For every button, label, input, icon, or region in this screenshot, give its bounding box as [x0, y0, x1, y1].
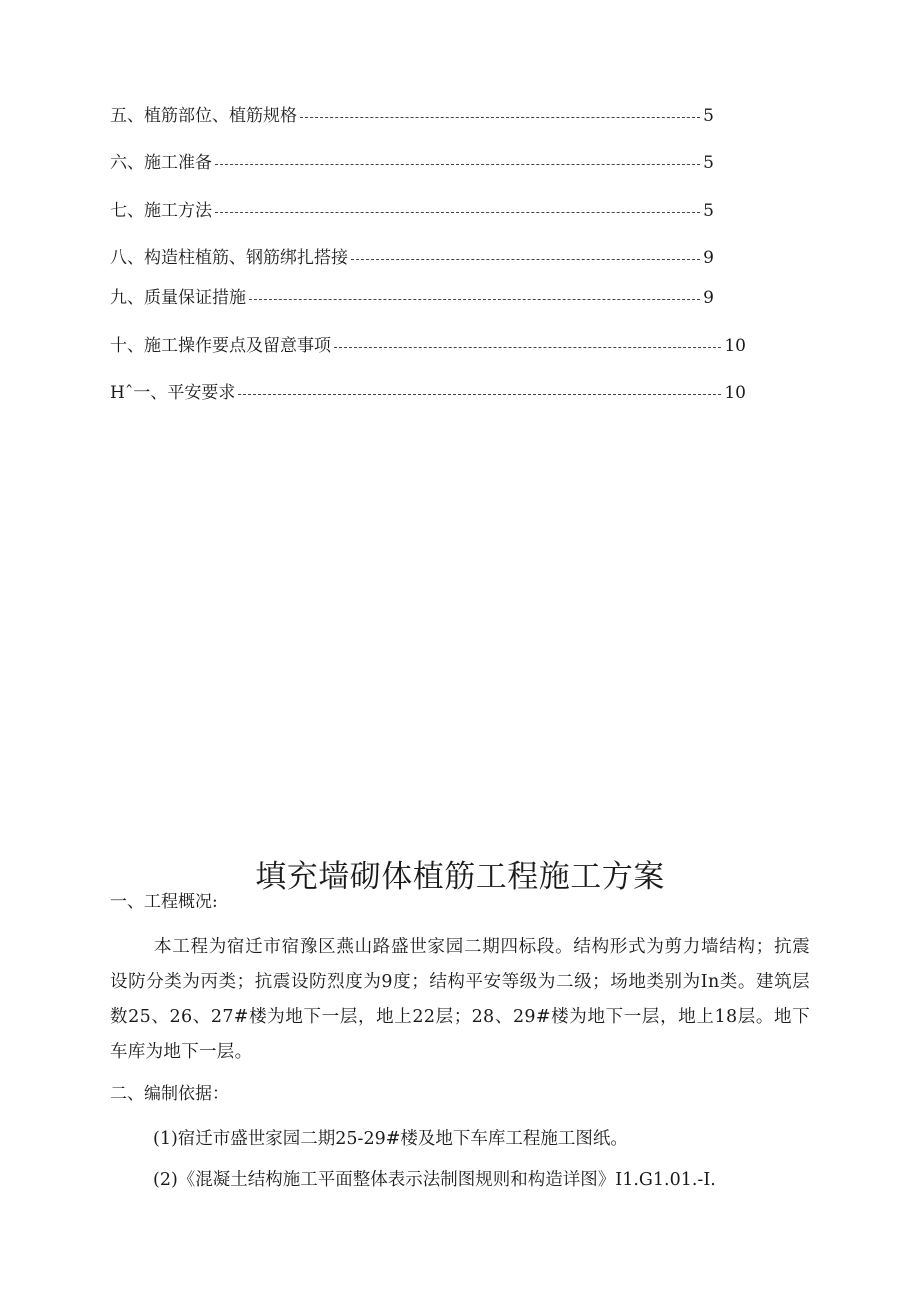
basis-item: (2)《混凝土结构施工平面整体表示法制图规则和构造详图》I1.G1.01.-I. [153, 1170, 716, 1190]
toc-leader-dots [215, 164, 700, 165]
toc-entry-page: 5 [703, 153, 714, 173]
toc-leader-dots [249, 299, 700, 300]
toc-entry-page: 5 [703, 106, 714, 126]
toc-entry-label: 十、施工操作要点及留意事项 [110, 336, 331, 356]
document-title: 填充墙砌体植筋工程施工方案 [255, 858, 665, 895]
toc-entry-page: 5 [703, 201, 714, 221]
toc-entry-label: Hˆ一、平安要求 [110, 383, 236, 403]
section-heading-overview: 一、工程概况: [110, 892, 218, 912]
toc-entry-label: 六、施工准备 [110, 153, 212, 173]
toc-entry[interactable] [110, 199, 714, 223]
basis-item: (1)宿迁市盛世家园二期25-29#楼及地下车库工程施工图纸。 [153, 1129, 628, 1149]
toc-entry[interactable] [110, 104, 714, 128]
toc-entry-label: 九、质量保证措施 [110, 288, 246, 308]
toc-entry[interactable] [110, 286, 714, 310]
toc-entry-label: 八、构造柱植筋、钢筋绑扎搭接 [110, 248, 348, 268]
toc-entry[interactable] [110, 381, 746, 405]
toc-entry-page: 9 [703, 248, 714, 268]
toc-leader-dots [215, 212, 700, 213]
toc-entry-page: 10 [724, 383, 746, 403]
toc-leader-dots [351, 259, 700, 260]
toc-entry-label: 七、施工方法 [110, 201, 212, 221]
section-heading-basis: 二、编制依据： [110, 1084, 229, 1104]
overview-paragraph: 本工程为宿迁市宿豫区燕山路盛世家园二期四标段。结构形式为剪力墙结构；抗震设防分类为丙类；抗震设防烈度为9度；结构平安等级为二级；场地类别为In类。建筑层数25、26、27#楼为地下一层，地上22层；28、29#楼为地下一层，地上18层。地下车库为地下一层。 [110, 937, 810, 1062]
toc-entry-page: 10 [724, 336, 746, 356]
toc-entry[interactable] [110, 246, 714, 270]
toc-entry[interactable] [110, 151, 714, 175]
toc-leader-dots [334, 347, 721, 348]
toc-entry[interactable] [110, 334, 746, 358]
toc-entry-page: 9 [703, 288, 714, 308]
toc-leader-dots [238, 394, 721, 395]
toc-leader-dots [300, 117, 700, 118]
toc-entry-label: 五、植筋部位、植筋规格 [110, 106, 297, 126]
